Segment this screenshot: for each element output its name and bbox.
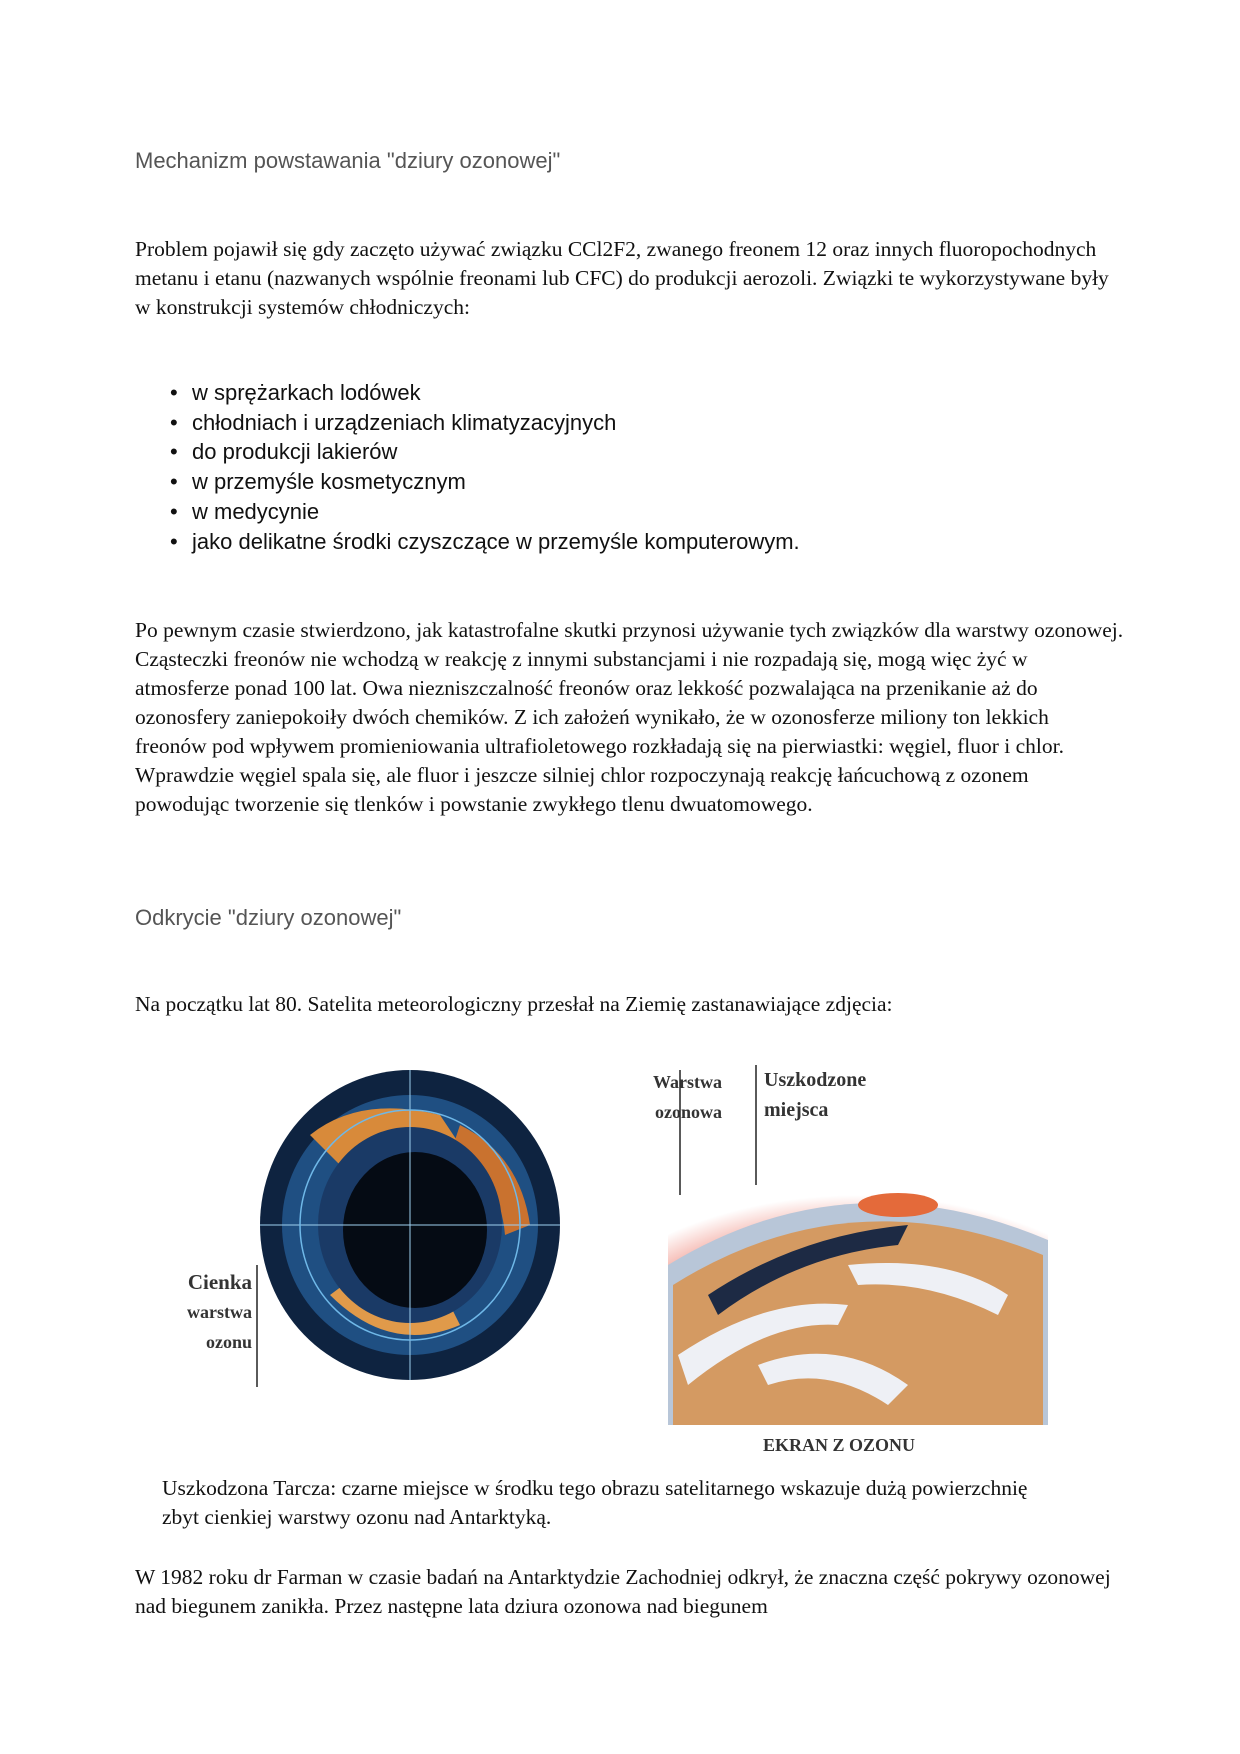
label-line: ozonowa bbox=[655, 1102, 722, 1122]
label-line: Uszkodzone bbox=[764, 1069, 867, 1091]
label-line: Cienka bbox=[187, 1270, 252, 1294]
satellite-ozone-image bbox=[160, 1065, 560, 1405]
usage-list bbox=[170, 378, 800, 556]
list-item: • w medycynie bbox=[170, 497, 800, 527]
label-line: miejsca bbox=[764, 1099, 829, 1121]
thin-ozone-label bbox=[170, 1267, 252, 1357]
list-item: • do produkcji lakierów bbox=[170, 437, 800, 467]
paragraph-problem: Problem pojawił się gdy zaczęto używać związku CCl2F2, zwanego freonem 12 oraz innych fluoropochodnych metanu i etanu (nazwanych wspólnie freonami lub CFC) do produkcji aerozoli. Związki te wykorzystywane były w konstrukcji systemów chłodniczych: bbox=[135, 237, 1109, 319]
label-line: Warstwa bbox=[653, 1072, 722, 1092]
ozone-screen-image bbox=[648, 1065, 1058, 1465]
paragraph-satellite: Na początku lat 80. Satelita meteorologiczny przesłał na Ziemię zastanawiające zdjęcia: bbox=[135, 992, 893, 1016]
paragraph-farman: W 1982 roku dr Farman w czasie badań na Antarktydzie Zachodniej odkrył, że znaczna część pokrywy ozonowej nad biegunem zanikła. Przez następne lata dziura ozonowa nad biegunem bbox=[135, 1565, 1111, 1618]
damaged-area-label bbox=[764, 1065, 866, 1125]
label-line: ozonu bbox=[205, 1332, 252, 1352]
list-item: • chłodniach i urządzeniach klimatyzacyjnych bbox=[170, 408, 800, 438]
list-item: • w sprężarkach lodówek bbox=[170, 378, 800, 408]
heading-mechanism: Mechanizm powstawania "dziury ozonowej" bbox=[135, 148, 561, 173]
list-item: • jako delikatne środki czyszczące w przemyśle komputerowym. bbox=[170, 527, 800, 557]
image-caption: Uszkodzona Tarcza: czarne miejsce w środku tego obrazu satelitarnego wskazuje dużą powierzchnię zbyt cienkiej warstwy ozonu nad Antarktyką. bbox=[162, 1476, 1028, 1529]
label-line: warstwa bbox=[187, 1302, 252, 1322]
list-item: • w przemyśle kosmetycznym bbox=[170, 467, 800, 497]
ozone-layer-label bbox=[642, 1067, 722, 1127]
heading-discovery: Odkrycie "dziury ozonowej" bbox=[135, 905, 402, 930]
figure-caption: EKRAN Z OZONU bbox=[763, 1435, 916, 1455]
paragraph-effects: Po pewnym czasie stwierdzono, jak katastrofalne skutki przynosi używanie tych związków dla warstwy ozonowej. Cząsteczki freonów nie wchodzą w reakcję z innymi substancjami i nie rozpadają się, mogą więc żyć w atmosferze ponad 100 lat. Owa niezniszczalność freonów oraz lekkość pozwalająca na przenikanie aż do ozonosfery zaniepokoiły dwóch chemików. Z ich założeń wynikało, że w ozonosferze miliony ton lekkich freonów pod wpływem promieniowania ultrafioletowego rozkładają się na pierwiastki: węgiel, fluor i chlor. Wprawdzie węgiel spala się, ale fluor i jeszcze silniej chlor rozpoczynają reakcję łańcuchową z ozonem powodując tworzenie się tlenków i powstanie zwykłego tlenu dwuatomowego. bbox=[135, 618, 1124, 816]
